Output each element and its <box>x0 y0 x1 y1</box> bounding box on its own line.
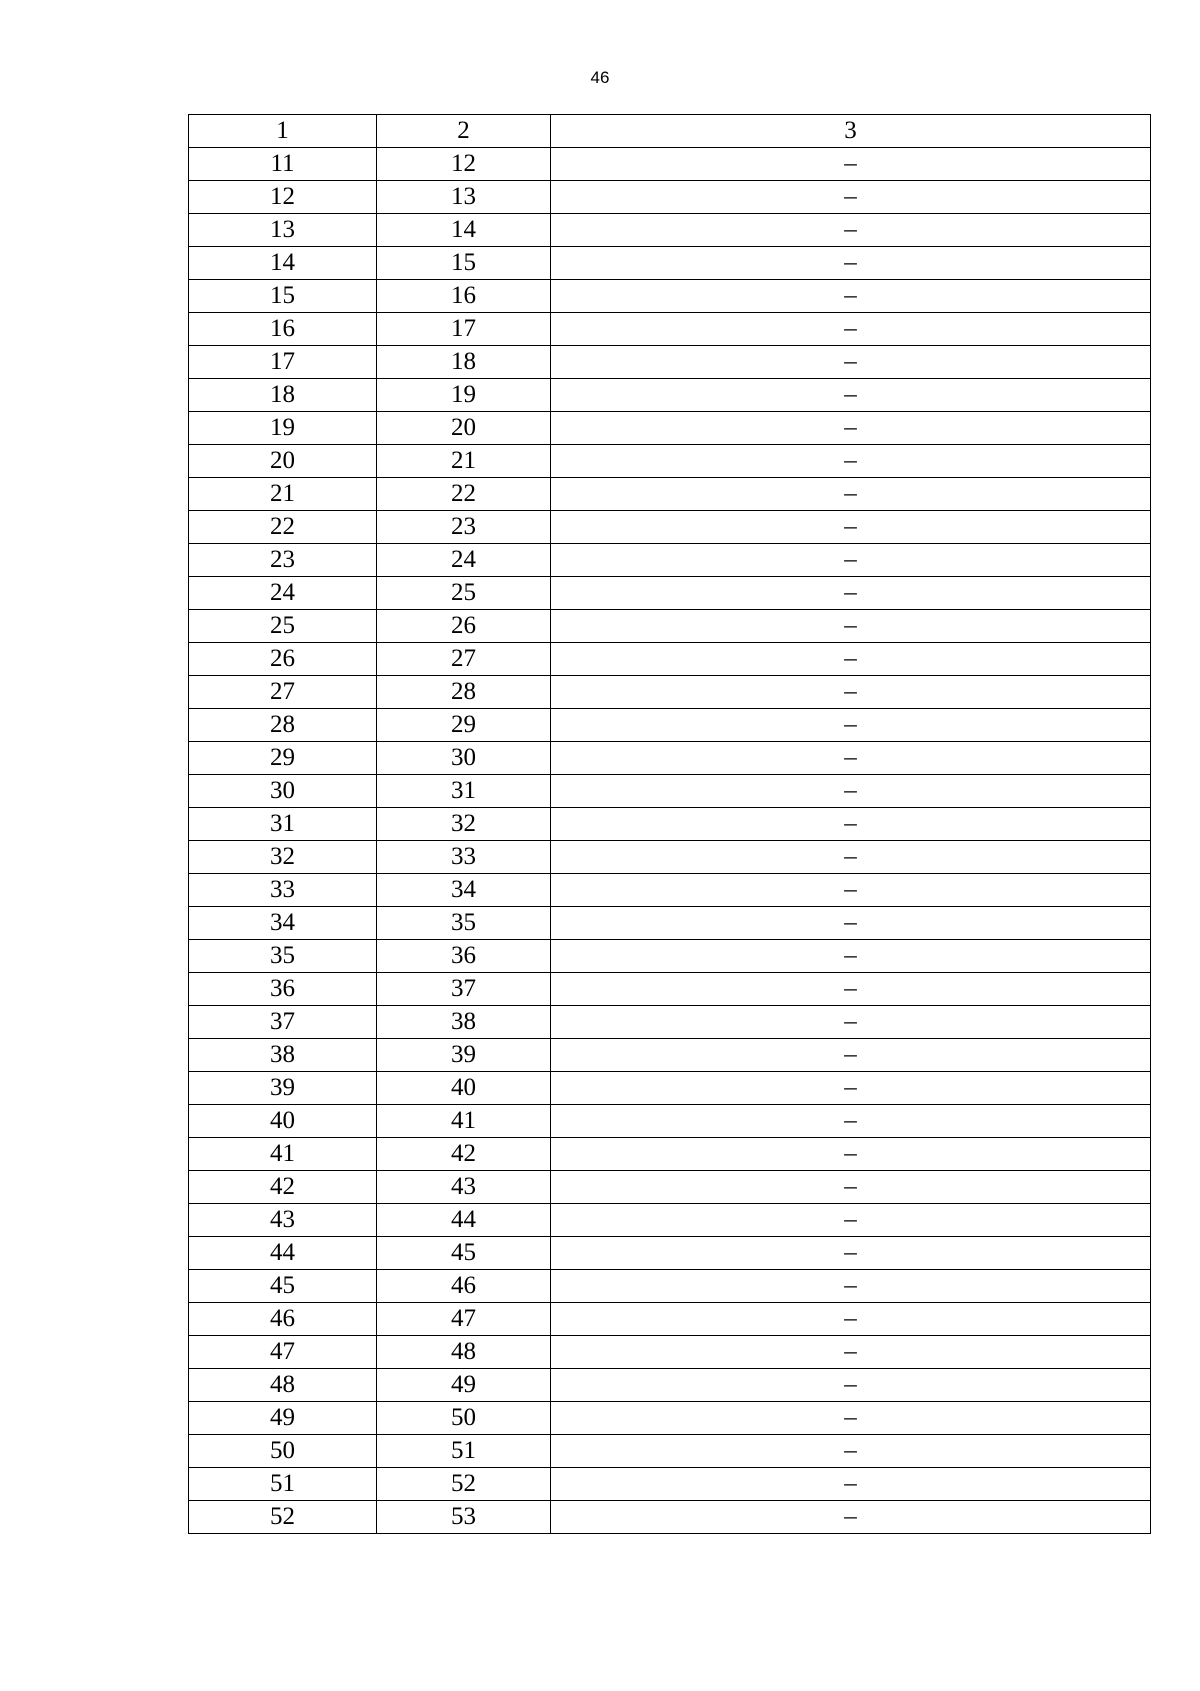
table-cell-col-1: 37 <box>189 1006 377 1039</box>
table-row <box>189 313 1151 346</box>
table-cell-col-3: – <box>551 973 1151 1006</box>
table-cell-col-3: – <box>551 148 1151 181</box>
table-cell-col-2: 17 <box>377 313 551 346</box>
table-cell-col-2: 36 <box>377 940 551 973</box>
table-cell-col-1: 24 <box>189 577 377 610</box>
table-cell-col-3: – <box>551 709 1151 742</box>
table-row <box>189 808 1151 841</box>
table-cell-col-1: 23 <box>189 544 377 577</box>
table-cell-col-3: – <box>551 544 1151 577</box>
table-cell-col-1: 46 <box>189 1303 377 1336</box>
table-cell-col-2: 28 <box>377 676 551 709</box>
table-cell-col-2: 20 <box>377 412 551 445</box>
table-cell-col-1: 50 <box>189 1435 377 1468</box>
column-header-2: 2 <box>377 115 551 148</box>
table-cell-col-1: 52 <box>189 1501 377 1534</box>
table-cell-col-1: 39 <box>189 1072 377 1105</box>
table-row <box>189 544 1151 577</box>
table-cell-col-2: 45 <box>377 1237 551 1270</box>
table-cell-col-1: 47 <box>189 1336 377 1369</box>
table-row <box>189 775 1151 808</box>
table-row <box>189 874 1151 907</box>
table-cell-col-2: 40 <box>377 1072 551 1105</box>
table-row <box>189 1138 1151 1171</box>
table-cell-col-2: 19 <box>377 379 551 412</box>
table-row <box>189 379 1151 412</box>
table-cell-col-2: 14 <box>377 214 551 247</box>
table-cell-col-1: 20 <box>189 445 377 478</box>
table-cell-col-2: 52 <box>377 1468 551 1501</box>
table-row <box>189 940 1151 973</box>
table-cell-col-3: – <box>551 1501 1151 1534</box>
table-cell-col-2: 38 <box>377 1006 551 1039</box>
table-cell-col-2: 30 <box>377 742 551 775</box>
table-row <box>189 643 1151 676</box>
table-row <box>189 214 1151 247</box>
table-header-row <box>189 115 1151 148</box>
table-cell-col-3: – <box>551 577 1151 610</box>
table-cell-col-1: 25 <box>189 610 377 643</box>
table-cell-col-2: 51 <box>377 1435 551 1468</box>
table-row <box>189 1435 1151 1468</box>
table-row <box>189 247 1151 280</box>
table-cell-col-1: 49 <box>189 1402 377 1435</box>
table-cell-col-3: – <box>551 379 1151 412</box>
table-row <box>189 181 1151 214</box>
table-cell-col-1: 48 <box>189 1369 377 1402</box>
table-cell-col-3: – <box>551 1072 1151 1105</box>
table-cell-col-2: 26 <box>377 610 551 643</box>
table-cell-col-2: 47 <box>377 1303 551 1336</box>
table-cell-col-3: – <box>551 1006 1151 1039</box>
table-cell-col-2: 34 <box>377 874 551 907</box>
table-cell-col-1: 30 <box>189 775 377 808</box>
table-cell-col-3: – <box>551 346 1151 379</box>
table-cell-col-3: – <box>551 1435 1151 1468</box>
table-cell-col-3: – <box>551 1270 1151 1303</box>
table-row <box>189 742 1151 775</box>
table-row <box>189 907 1151 940</box>
table-cell-col-2: 44 <box>377 1204 551 1237</box>
table-cell-col-1: 45 <box>189 1270 377 1303</box>
table-row <box>189 1039 1151 1072</box>
table-cell-col-3: – <box>551 1138 1151 1171</box>
table-cell-col-3: – <box>551 313 1151 346</box>
table-cell-col-2: 39 <box>377 1039 551 1072</box>
table-cell-col-3: – <box>551 1468 1151 1501</box>
table-cell-col-3: – <box>551 1039 1151 1072</box>
table-cell-col-1: 26 <box>189 643 377 676</box>
table-cell-col-3: – <box>551 511 1151 544</box>
table-cell-col-2: 43 <box>377 1171 551 1204</box>
table-cell-col-3: – <box>551 676 1151 709</box>
table-cell-col-3: – <box>551 1369 1151 1402</box>
table-row <box>189 412 1151 445</box>
table-cell-col-1: 28 <box>189 709 377 742</box>
table-cell-col-1: 44 <box>189 1237 377 1270</box>
table-cell-col-2: 21 <box>377 445 551 478</box>
column-header-3: 3 <box>551 115 1151 148</box>
table-row <box>189 1237 1151 1270</box>
table-row <box>189 1501 1151 1534</box>
table-cell-col-3: – <box>551 1402 1151 1435</box>
table-cell-col-3: – <box>551 907 1151 940</box>
table-cell-col-1: 36 <box>189 973 377 1006</box>
table-cell-col-1: 38 <box>189 1039 377 1072</box>
table-cell-col-1: 15 <box>189 280 377 313</box>
table-cell-col-1: 27 <box>189 676 377 709</box>
table-cell-col-2: 32 <box>377 808 551 841</box>
table-cell-col-1: 33 <box>189 874 377 907</box>
table-cell-col-3: – <box>551 775 1151 808</box>
table-row <box>189 676 1151 709</box>
table-cell-col-2: 23 <box>377 511 551 544</box>
table-cell-col-1: 32 <box>189 841 377 874</box>
table-row <box>189 478 1151 511</box>
table-cell-col-2: 25 <box>377 577 551 610</box>
table-cell-col-1: 12 <box>189 181 377 214</box>
table-row <box>189 346 1151 379</box>
table-cell-col-2: 33 <box>377 841 551 874</box>
table-cell-col-1: 34 <box>189 907 377 940</box>
data-table <box>188 114 1151 1534</box>
table-cell-col-3: – <box>551 214 1151 247</box>
table-cell-col-1: 42 <box>189 1171 377 1204</box>
table-row <box>189 1468 1151 1501</box>
table-row <box>189 709 1151 742</box>
table-cell-col-3: – <box>551 1171 1151 1204</box>
table-cell-col-2: 13 <box>377 181 551 214</box>
table-cell-col-1: 19 <box>189 412 377 445</box>
table-row <box>189 445 1151 478</box>
table-cell-col-3: – <box>551 1336 1151 1369</box>
table-cell-col-1: 11 <box>189 148 377 181</box>
table-cell-col-1: 41 <box>189 1138 377 1171</box>
table-cell-col-3: – <box>551 1105 1151 1138</box>
table-cell-col-3: – <box>551 1237 1151 1270</box>
table-cell-col-3: – <box>551 280 1151 313</box>
column-header-1: 1 <box>189 115 377 148</box>
table-row <box>189 148 1151 181</box>
page-number: 46 <box>590 68 610 87</box>
table-row <box>189 511 1151 544</box>
table-body <box>189 148 1151 1534</box>
table-cell-col-3: – <box>551 445 1151 478</box>
table-cell-col-2: 46 <box>377 1270 551 1303</box>
table-row <box>189 1369 1151 1402</box>
table-row <box>189 973 1151 1006</box>
table-cell-col-2: 12 <box>377 148 551 181</box>
table-row <box>189 841 1151 874</box>
table-cell-col-2: 41 <box>377 1105 551 1138</box>
table-row <box>189 1072 1151 1105</box>
table-cell-col-1: 22 <box>189 511 377 544</box>
table-cell-col-2: 37 <box>377 973 551 1006</box>
table-cell-col-2: 49 <box>377 1369 551 1402</box>
table-cell-col-1: 13 <box>189 214 377 247</box>
table-cell-col-3: – <box>551 181 1151 214</box>
table-row <box>189 1336 1151 1369</box>
table-cell-col-3: – <box>551 841 1151 874</box>
table-cell-col-3: – <box>551 940 1151 973</box>
table-cell-col-1: 29 <box>189 742 377 775</box>
table-row <box>189 1402 1151 1435</box>
table-cell-col-1: 17 <box>189 346 377 379</box>
table-cell-col-2: 27 <box>377 643 551 676</box>
table-cell-col-1: 14 <box>189 247 377 280</box>
table-cell-col-1: 31 <box>189 808 377 841</box>
table-cell-col-3: – <box>551 643 1151 676</box>
table-cell-col-2: 16 <box>377 280 551 313</box>
table-row <box>189 610 1151 643</box>
table-cell-col-1: 18 <box>189 379 377 412</box>
table-cell-col-1: 21 <box>189 478 377 511</box>
table-cell-col-1: 16 <box>189 313 377 346</box>
table-cell-col-3: – <box>551 742 1151 775</box>
table-cell-col-3: – <box>551 874 1151 907</box>
table-cell-col-3: – <box>551 1204 1151 1237</box>
table-cell-col-3: – <box>551 478 1151 511</box>
table-cell-col-3: – <box>551 1303 1151 1336</box>
table-row <box>189 1270 1151 1303</box>
table-cell-col-1: 35 <box>189 940 377 973</box>
table-row <box>189 1006 1151 1039</box>
table-cell-col-2: 29 <box>377 709 551 742</box>
table-cell-col-1: 51 <box>189 1468 377 1501</box>
table-row <box>189 1105 1151 1138</box>
table-cell-col-1: 40 <box>189 1105 377 1138</box>
table-row <box>189 577 1151 610</box>
table-cell-col-2: 22 <box>377 478 551 511</box>
table-row <box>189 1171 1151 1204</box>
table-cell-col-3: – <box>551 808 1151 841</box>
table-cell-col-3: – <box>551 247 1151 280</box>
table-cell-col-2: 24 <box>377 544 551 577</box>
table-cell-col-3: – <box>551 412 1151 445</box>
table-row <box>189 1303 1151 1336</box>
table-cell-col-2: 48 <box>377 1336 551 1369</box>
table-cell-col-2: 31 <box>377 775 551 808</box>
table-cell-col-2: 50 <box>377 1402 551 1435</box>
table-row <box>189 1204 1151 1237</box>
table-row <box>189 280 1151 313</box>
table-cell-col-2: 18 <box>377 346 551 379</box>
table-cell-col-2: 53 <box>377 1501 551 1534</box>
table-cell-col-2: 15 <box>377 247 551 280</box>
table-cell-col-2: 42 <box>377 1138 551 1171</box>
table-cell-col-3: – <box>551 610 1151 643</box>
table-cell-col-1: 43 <box>189 1204 377 1237</box>
table-cell-col-2: 35 <box>377 907 551 940</box>
